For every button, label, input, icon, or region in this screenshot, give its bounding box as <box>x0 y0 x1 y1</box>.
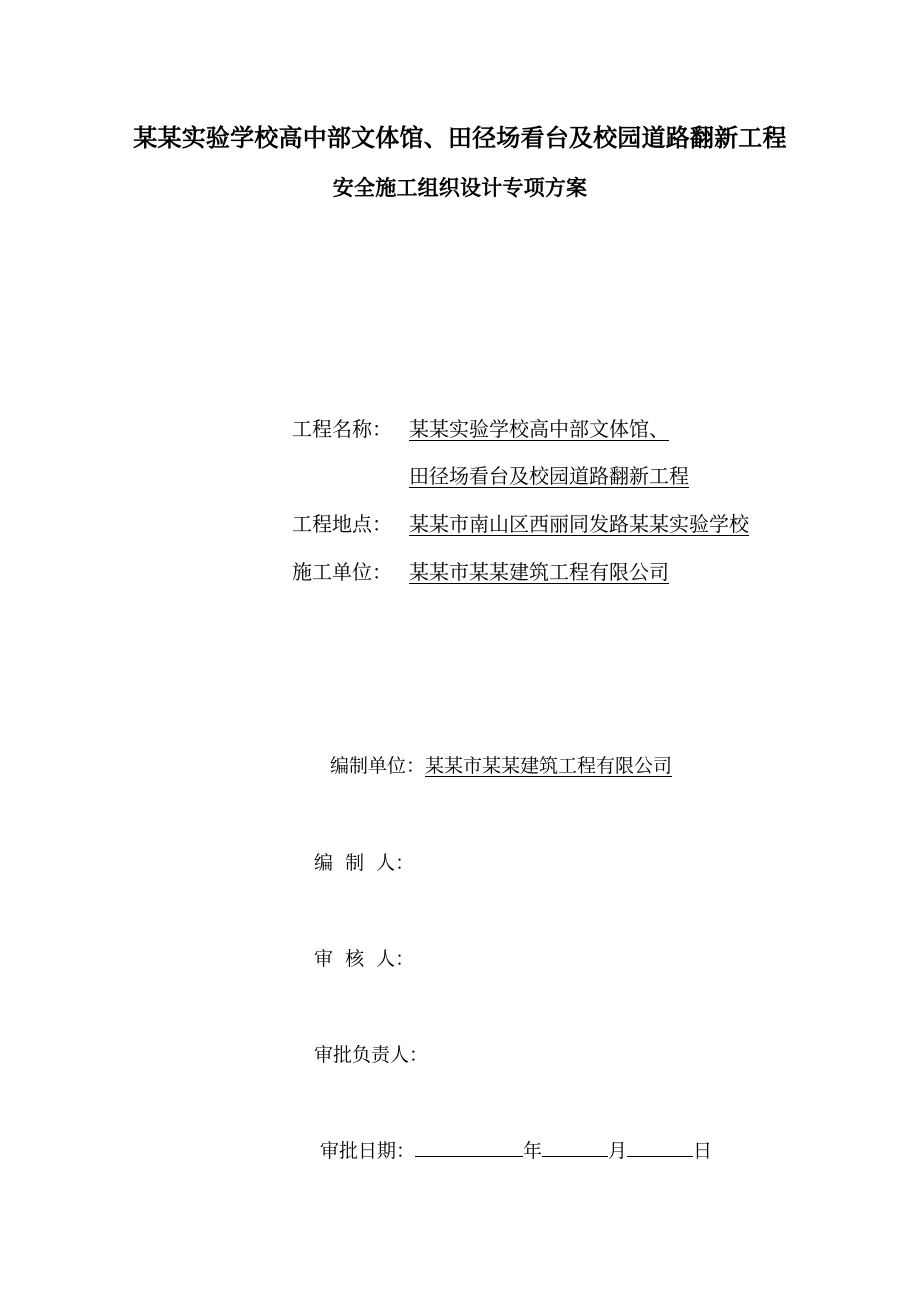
document-title-line2: 安全施工组织设计专项方案 <box>332 175 588 200</box>
approval-date-row <box>320 1138 712 1164</box>
prepared-by-label: 编制单位： <box>330 755 426 777</box>
prepared-by-row <box>330 753 672 779</box>
day-label: 日 <box>693 1140 713 1162</box>
approver-label: 审批负责人： <box>314 1044 429 1066</box>
document-title-line1: 某某实验学校高中部文体馆、田径场看台及校园道路翻新工程 <box>133 123 787 152</box>
project-location-label: 工程地点： <box>292 512 392 536</box>
author-label: 编 制 人： <box>314 852 415 874</box>
year-blank <box>415 1138 523 1157</box>
project-location-value: 某某市南山区西丽同发路某某实验学校 <box>409 512 749 536</box>
project-name-value-line1: 某某实验学校高中部文体馆、 <box>409 417 669 441</box>
month-blank <box>542 1138 608 1157</box>
contractor-value: 某某市某某建筑工程有限公司 <box>409 560 669 584</box>
day-blank <box>627 1138 693 1157</box>
year-label: 年 <box>523 1140 543 1162</box>
reviewer-label: 审 核 人： <box>314 948 415 970</box>
project-name-label: 工程名称： <box>292 417 392 441</box>
contractor-label: 施工单位： <box>292 560 392 584</box>
prepared-by-value: 某某市某某建筑工程有限公司 <box>425 755 673 777</box>
approval-date-label: 审批日期： <box>320 1140 416 1162</box>
project-name-value-line2: 田径场看台及校园道路翻新工程 <box>409 464 689 488</box>
month-label: 月 <box>608 1140 628 1162</box>
